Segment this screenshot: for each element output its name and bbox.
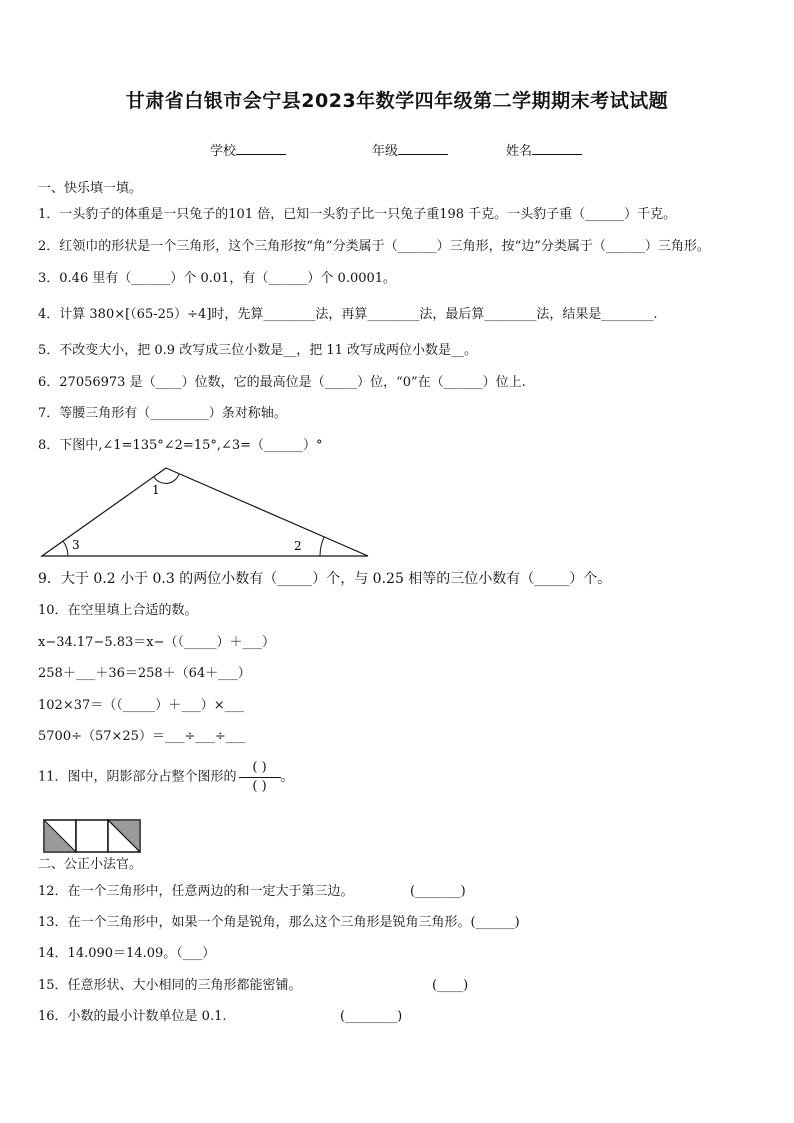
question-10b: 258＋___＋36＝258＋（64＋___） xyxy=(38,666,251,681)
school-label: 学校 xyxy=(210,144,237,159)
question-16: 16．小数的最小计数单位是 0.1. xyxy=(38,1009,227,1024)
name-blank[interactable] xyxy=(532,140,582,155)
angle-3-label: 3 xyxy=(72,538,80,552)
question-12: 12．在一个三角形中，任意两边的和一定大于第三边。 xyxy=(38,884,354,899)
question-10a: x−34.17−5.83＝x−（（_____）＋___） xyxy=(38,635,276,650)
grade-label: 年级 xyxy=(372,144,399,159)
grade-blank[interactable] xyxy=(398,140,448,155)
section-2-heading: 二、公正小法官。 xyxy=(38,857,143,872)
shaded-squares-figure xyxy=(43,819,143,853)
question-1: 1．一头豹子的体重是一只兔子的101 倍，已知一头豹子比一只兔子重198 千克。一头豹子重（______）千克。 xyxy=(38,207,677,222)
question-14: 14．14.090＝14.09。（___） xyxy=(38,946,216,961)
triangle-shape xyxy=(42,468,368,556)
school-blank[interactable] xyxy=(236,140,286,155)
question-3: 3．0.46 里有（______）个 0.01，有（______）个 0.0001。 xyxy=(38,271,397,286)
question-5: 5．不改变大小，把 0.9 改写成三位小数是__，把 11 改写成两位小数是__。 xyxy=(38,343,478,358)
question-15-answer[interactable]: (____) xyxy=(432,978,469,993)
question-12-answer[interactable]: (_______) xyxy=(410,884,466,899)
section-1-heading: 一、快乐填一填。 xyxy=(38,181,143,196)
fraction-denominator: ( ) xyxy=(252,779,267,794)
question-10: 10．在空里填上合适的数。 xyxy=(38,603,198,618)
question-11-end: 。 xyxy=(280,769,294,785)
name-label: 姓名 xyxy=(506,144,533,159)
angle-2-label: 2 xyxy=(294,539,302,553)
name-field xyxy=(506,140,582,159)
question-6: 6．27056973 是（____）位数，它的最高位是（_____）位，“0”在（______）位上. xyxy=(38,375,526,390)
question-10c: 102×37＝（（_____）＋___）×___ xyxy=(38,698,245,713)
question-10d: 5700÷（57×25）＝___÷___÷___ xyxy=(38,729,246,744)
angle-3-arc xyxy=(63,541,68,556)
question-11-text: 11．图中，阴影部分占整个图形的 xyxy=(38,769,237,785)
question-11 xyxy=(38,760,294,795)
question-8: 8．下图中,∠1=135°∠2=15°,∠3=（______）° xyxy=(38,438,323,453)
question-16-answer[interactable]: (________) xyxy=(340,1009,403,1024)
fraction-numerator: ( ) xyxy=(252,760,267,775)
answer-fraction[interactable] xyxy=(239,760,281,795)
question-7: 7．等腰三角形有（_________）条对称轴。 xyxy=(38,406,287,421)
angle-1-label: 1 xyxy=(152,483,160,497)
question-13: 13．在一个三角形中，如果一个角是锐角，那么这个三角形是锐角三角形。(______) xyxy=(38,915,520,930)
question-15: 15．任意形状、大小相同的三角形都能密铺。 xyxy=(38,978,302,993)
angle-1-arc xyxy=(154,474,179,483)
triangle-figure xyxy=(38,462,374,562)
angle-2-arc xyxy=(320,537,324,556)
fraction-bar xyxy=(239,777,281,778)
question-4: 4．计算 380×[（65-25）÷4]时，先算________法，再算________法，最后算________法，结果是________. xyxy=(38,307,658,322)
question-9: 9．大于 0.2 小于 0.3 的两位小数有（_____）个，与 0.25 相等的三位小数有（_____）个。 xyxy=(38,571,612,587)
question-2: 2．红领巾的形状是一个三角形，这个三角形按“角”分类属于（______）三角形，按“边”分类属于（______）三角形。 xyxy=(38,239,710,254)
square-2 xyxy=(76,820,108,852)
page-title: 甘肃省白银市会宁县2023年数学四年级第二学期期末考试试题 xyxy=(125,90,669,112)
grade-field xyxy=(372,140,448,159)
school-field xyxy=(210,140,286,159)
